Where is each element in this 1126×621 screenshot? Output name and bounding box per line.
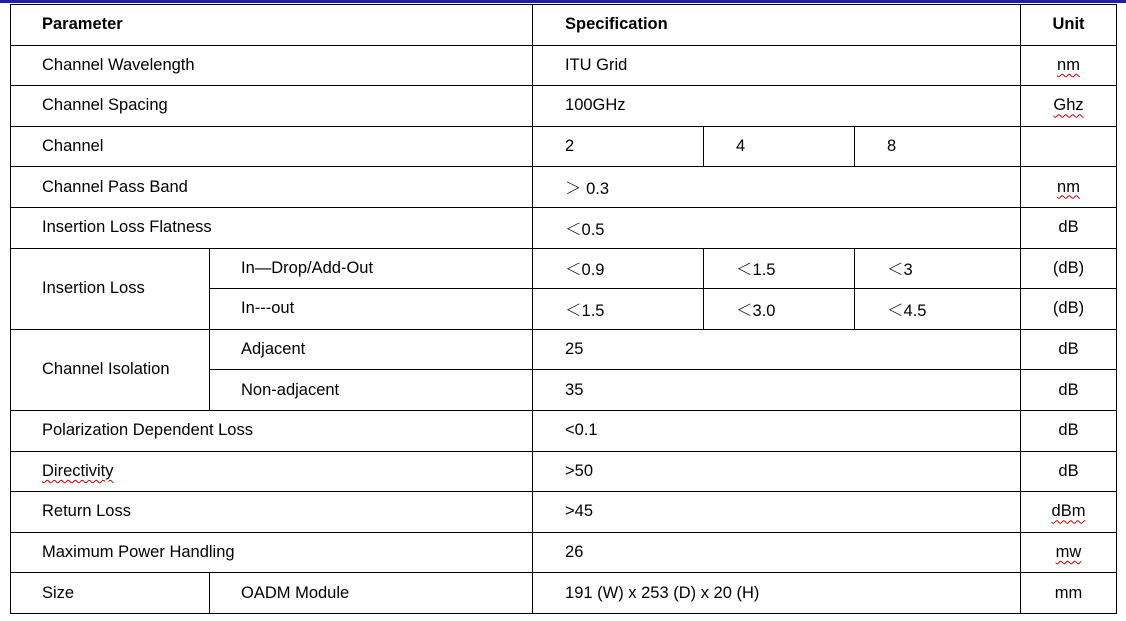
spec-size: 191 (W) x 253 (D) x 20 (H) [533, 573, 1021, 614]
unit-adjacent: dB [1021, 329, 1117, 370]
unit-channel-wavelength: nm [1021, 45, 1117, 86]
unit-non-adjacent: dB [1021, 370, 1117, 411]
spec-drop-add-1: ＜0.9 [533, 248, 704, 289]
spec-in-out-3: ＜4.5 [855, 289, 1021, 330]
spec-in-out-1: ＜1.5 [533, 289, 704, 330]
unit-in-out: (dB) [1021, 289, 1117, 330]
table-row [11, 532, 1117, 573]
spec-return-loss: >45 [533, 492, 1021, 533]
spec-drop-add-3: ＜3 [855, 248, 1021, 289]
param-return-loss: Return Loss [11, 492, 533, 533]
spec-in-out-2: ＜3.0 [704, 289, 855, 330]
param-insertion-loss: Insertion Loss [11, 248, 210, 329]
header-specification: Specification [533, 5, 1021, 46]
table-row [11, 492, 1117, 533]
spec-directivity: >50 [533, 451, 1021, 492]
spec-drop-add-2: ＜1.5 [704, 248, 855, 289]
spec-non-adjacent: 35 [533, 370, 1021, 411]
table-row [11, 167, 1117, 208]
param-il-flatness: Insertion Loss Flatness [11, 207, 533, 248]
spec-channel-1: 2 [533, 126, 704, 167]
param-channel-wavelength: Channel Wavelength [11, 45, 533, 86]
table-row [11, 248, 1117, 289]
table-row [11, 573, 1117, 614]
param-channel-isolation: Channel Isolation [11, 329, 210, 410]
param-pdl: Polarization Dependent Loss [11, 410, 533, 451]
unit-max-power: mw [1021, 532, 1117, 573]
param-size: Size [11, 573, 210, 614]
param-pass-band: Channel Pass Band [11, 167, 533, 208]
header-row [11, 5, 1117, 46]
spec-il-flatness: ＜0.5 [533, 207, 1021, 248]
spec-pass-band: ＞ 0.3 [533, 167, 1021, 208]
spec-channel-spacing: 100GHz [533, 86, 1021, 127]
spec-max-power: 26 [533, 532, 1021, 573]
spec-channel-wavelength: ITU Grid [533, 45, 1021, 86]
top-border-line [0, 0, 1126, 3]
table-row [11, 410, 1117, 451]
param-directivity: Directivity [11, 451, 533, 492]
table-row [11, 207, 1117, 248]
sub-adjacent: Adjacent [210, 329, 533, 370]
unit-size: mm [1021, 573, 1117, 614]
table-row [11, 45, 1117, 86]
table-row [11, 126, 1117, 167]
table-row [11, 86, 1117, 127]
unit-pdl: dB [1021, 410, 1117, 451]
unit-drop-add: (dB) [1021, 248, 1117, 289]
unit-channel-spacing: Ghz [1021, 86, 1117, 127]
sub-oadm-module: OADM Module [210, 573, 533, 614]
param-channel-spacing: Channel Spacing [11, 86, 533, 127]
param-channel: Channel [11, 126, 533, 167]
table-row [11, 329, 1117, 370]
unit-channel [1021, 126, 1117, 167]
param-max-power: Maximum Power Handling [11, 532, 533, 573]
unit-il-flatness: dB [1021, 207, 1117, 248]
spec-channel-3: 8 [855, 126, 1021, 167]
unit-pass-band: nm [1021, 167, 1117, 208]
spec-channel-2: 4 [704, 126, 855, 167]
sub-non-adjacent: Non-adjacent [210, 370, 533, 411]
sub-in-out: In---out [210, 289, 533, 330]
unit-directivity: dB [1021, 451, 1117, 492]
spec-adjacent: 25 [533, 329, 1021, 370]
header-parameter: Parameter [11, 5, 533, 46]
spec-pdl: <0.1 [533, 410, 1021, 451]
unit-return-loss: dBm [1021, 492, 1117, 533]
table-row [11, 451, 1117, 492]
sub-drop-add: In—Drop/Add-Out [210, 248, 533, 289]
spec-table [10, 4, 1117, 614]
header-unit: Unit [1021, 5, 1117, 46]
